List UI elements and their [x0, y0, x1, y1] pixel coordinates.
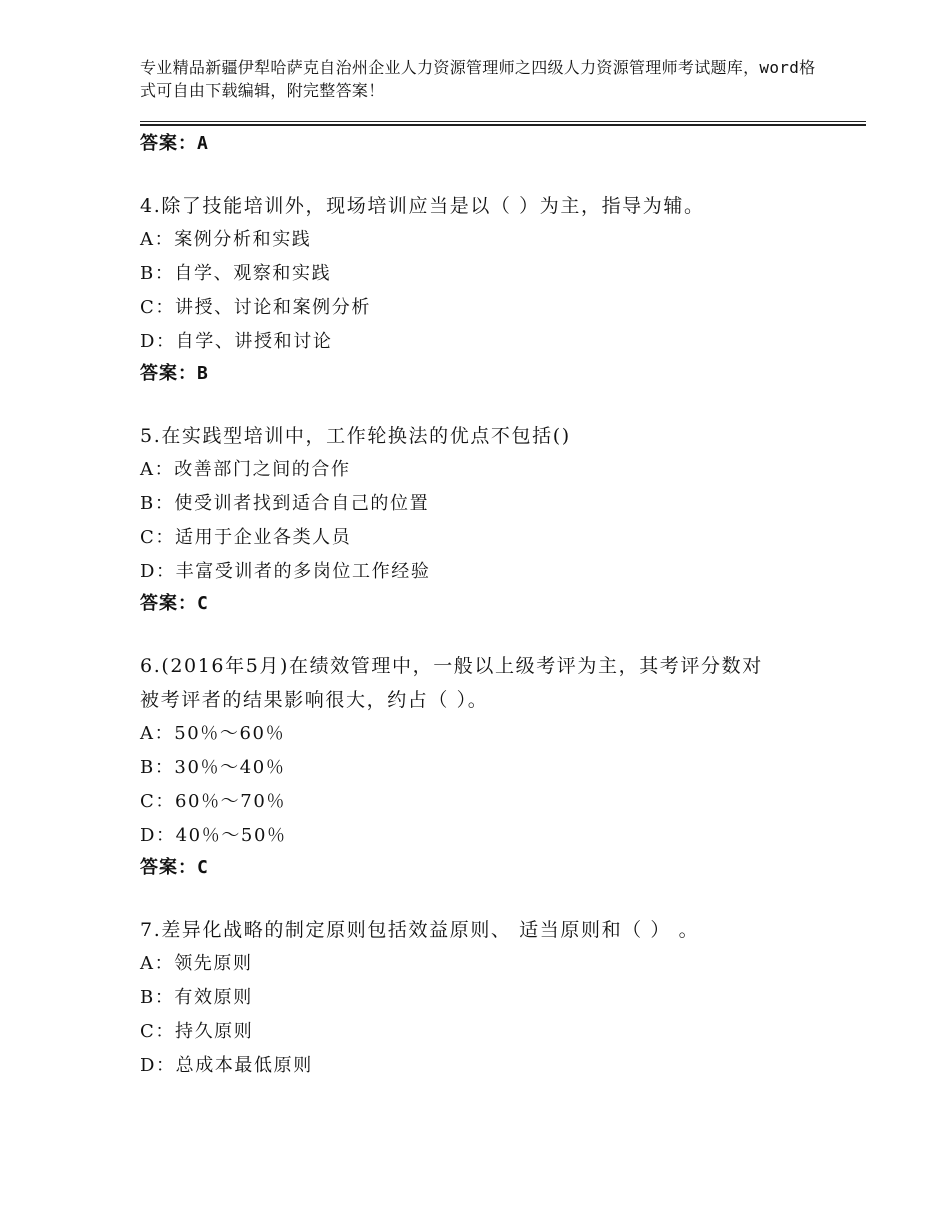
question-block	[140, 649, 840, 883]
option-a: A：改善部门之间的合作	[140, 459, 351, 480]
header-divider-thick	[140, 124, 866, 126]
question-text: 4.除了技能培训外，现场培训应当是以（ ）为主，指导为辅。	[140, 195, 705, 217]
question-text: 7.差异化战略的制定原则包括效益原则、 适当原则和（ ） 。	[140, 919, 700, 941]
option-a: A：领先原则	[140, 953, 253, 974]
answer-label: 答案：B	[140, 363, 209, 384]
option-c: C：60％～70％	[140, 791, 286, 812]
question-list	[140, 129, 840, 1083]
document-header: 专业精品新疆伊犁哈萨克自治州企业人力资源管理师之四级人力资源管理师考试题库，word格式可自由下载编辑，附完整答案！	[140, 58, 816, 100]
answer-label: 答案：C	[140, 857, 209, 878]
answer-label: 答案：C	[140, 593, 209, 614]
option-b: B：自学、观察和实践	[140, 263, 332, 284]
option-b: B：30％～40％	[140, 757, 286, 778]
option-d: D：丰富受训者的多岗位工作经验	[140, 561, 431, 582]
option-c: C：讲授、讨论和案例分析	[140, 297, 371, 318]
option-a: A：案例分析和实践	[140, 229, 312, 250]
question-block	[140, 189, 840, 389]
option-b: B：有效原则	[140, 987, 253, 1008]
answer-label: 答案：A	[140, 133, 209, 154]
option-c: C：适用于企业各类人员	[140, 527, 352, 548]
header-divider	[140, 121, 866, 122]
question-text: 5.在实践型培训中，工作轮换法的优点不包括()	[140, 425, 571, 447]
option-d: D：自学、讲授和讨论	[140, 331, 333, 352]
option-d: D：总成本最低原则	[140, 1055, 313, 1076]
question-text-line-2: 被考评者的结果影响很大，约占（ ）。	[140, 689, 489, 711]
question-text-line-1: 6.(2016年5月)在绩效管理中，一般以上级考评为主，其考评分数对	[140, 655, 763, 677]
option-a: A：50％～60％	[140, 723, 286, 744]
question-block	[140, 913, 840, 1083]
option-b: B：使受训者找到适合自己的位置	[140, 493, 430, 514]
question-block	[140, 419, 840, 619]
option-c: C：持久原则	[140, 1021, 254, 1042]
option-d: D：40％～50％	[140, 825, 287, 846]
